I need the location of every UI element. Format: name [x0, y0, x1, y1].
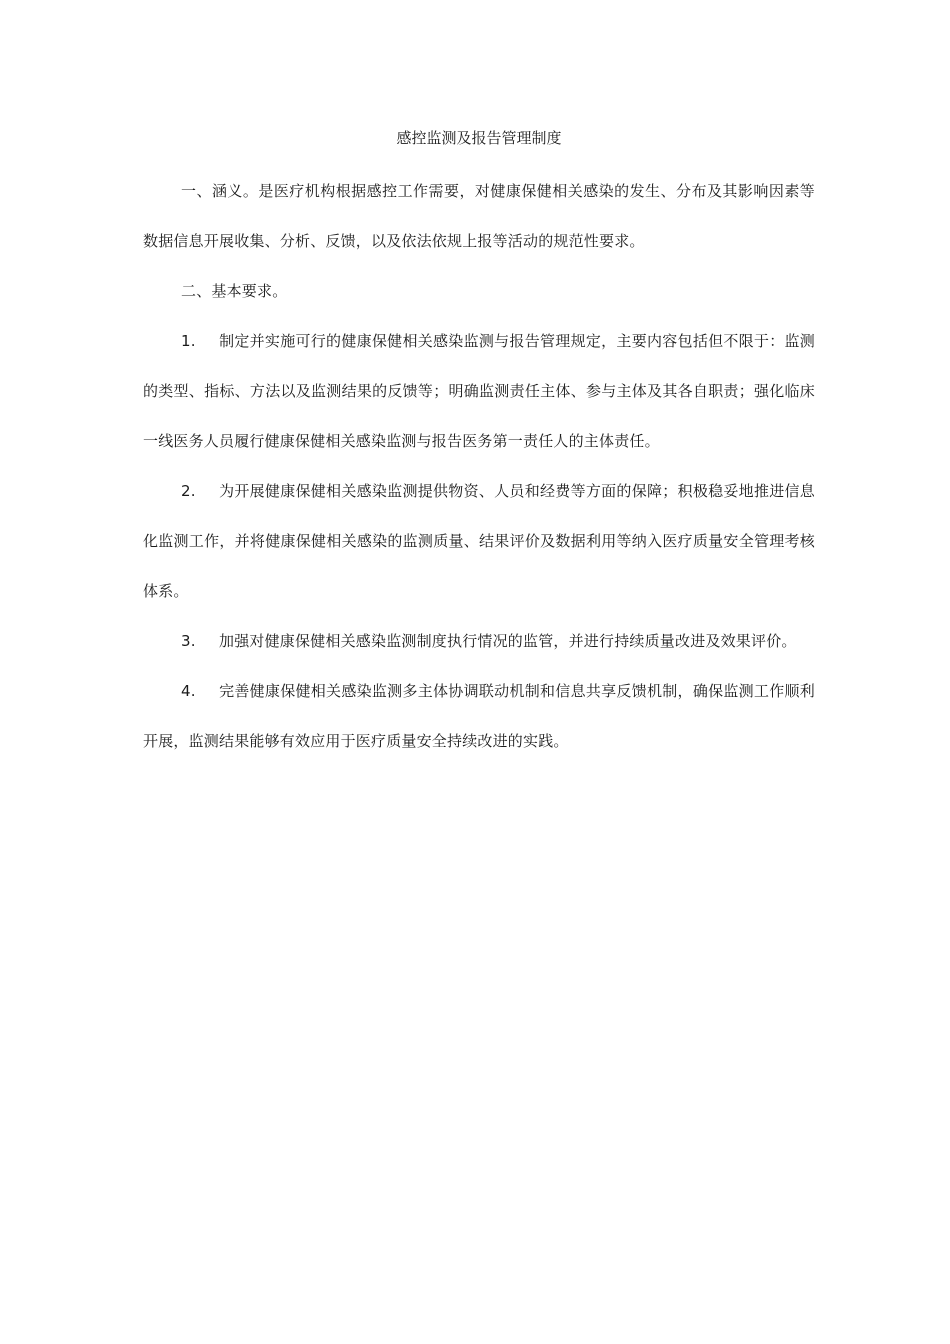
- list-item-text: 完善健康保健相关感染监测多主体协调联动机制和信息共享反馈机制，确保监测工作顺利开展，监测结果能够有效应用于医疗质量安全持续改进的实践。: [143, 682, 815, 750]
- section-1-paragraph: 一、涵义。是医疗机构根据感控工作需要，对健康保健相关感染的发生、分布及其影响因素等数据信息开展收集、分析、反馈，以及依法依规上报等活动的规范性要求。: [143, 182, 815, 250]
- list-item-text: 为开展健康保健相关感染监测提供物资、人员和经费等方面的保障；积极稳妥地推进信息化监测工作，并将健康保健相关感染的监测质量、结果评价及数据利用等纳入医疗质量安全管理考核体系。: [143, 482, 815, 600]
- requirement-item-3: [143, 616, 815, 666]
- list-number: 3.: [181, 632, 196, 650]
- requirement-item-4: [143, 666, 815, 766]
- list-item-text: 制定并实施可行的健康保健相关感染监测与报告管理规定，主要内容包括但不限于：监测的类型、指标、方法以及监测结果的反馈等；明确监测责任主体、参与主体及其各自职责；强化临床一线医务人员履行健康保健相关感染监测与报告医务第一责任人的主体责任。: [143, 332, 815, 450]
- document-title: 感控监测及报告管理制度: [396, 129, 562, 147]
- list-item-text: 加强对健康保健相关感染监测制度执行情况的监管，并进行持续质量改进及效果评价。: [219, 632, 797, 650]
- list-number: 4.: [181, 682, 196, 700]
- list-number: 1.: [181, 332, 196, 350]
- document-body: [143, 126, 815, 766]
- section-2-heading: 二、基本要求。: [181, 282, 288, 300]
- requirement-item-1: [143, 316, 815, 466]
- requirement-item-2: [143, 466, 815, 616]
- list-number: 2.: [181, 482, 196, 500]
